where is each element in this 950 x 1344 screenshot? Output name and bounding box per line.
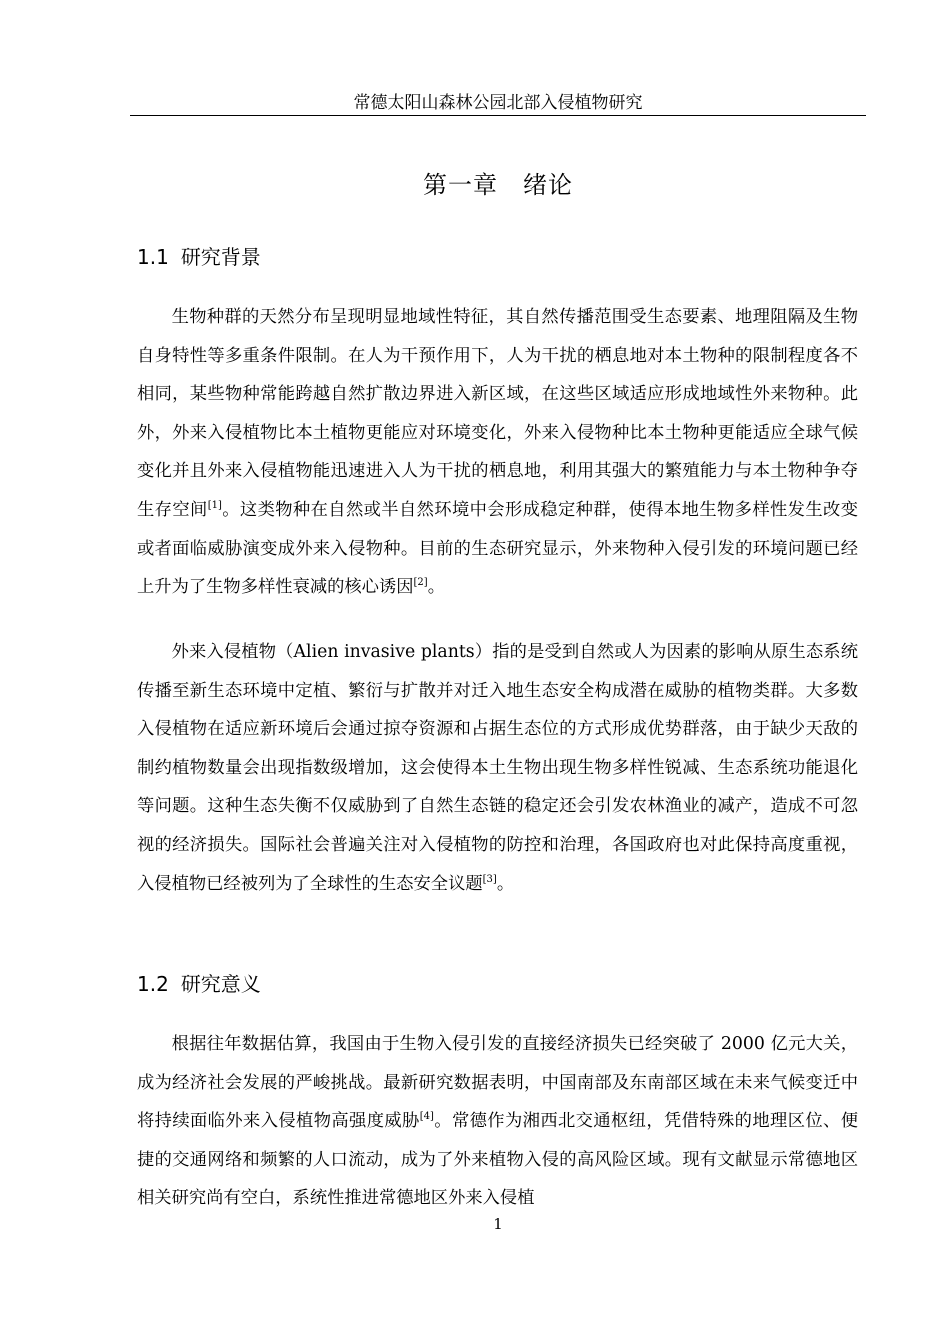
section-title: 研究背景	[180, 245, 261, 269]
paragraph-text: 生物种群的天然分布呈现明显地域性特征，其自然传播范围受生态要素、地理阻隔及生物自身特性等多重条件限制。在人为干预作用下，人为干扰的栖息地对本土物种的限制程度各不相同，某些物种常能跨越自然扩散边界进入新区域，在这些区域适应形成地域性外来物种。此外，外来入侵植物比本土植物更能应对环境变化，外来入侵物种比本土物种更能适应全球气候变化并且外来入侵植物能迅速进入人为干扰的栖息地，利用其强大的繁殖能力与本土物种争夺生存空间	[137, 307, 858, 520]
paragraph-significance	[137, 1025, 858, 1218]
section-number: 1.1	[137, 245, 169, 269]
page-number: 1	[493, 1215, 503, 1233]
citation-ref: [1]	[207, 500, 222, 512]
chapter-title: 第一章 绪论	[423, 171, 573, 199]
running-header: 常德太阳山森林公园北部入侵植物研究	[353, 93, 643, 113]
paragraph-background-2	[137, 633, 858, 903]
section-heading-significance	[137, 970, 261, 998]
section-number: 1.2	[137, 972, 169, 996]
paragraph-text: 。	[427, 577, 445, 598]
section-title: 研究意义	[180, 972, 261, 996]
section-heading-background	[137, 243, 261, 271]
paragraph-text: 。这类物种在自然或半自然环境中会形成稳定种群，使得本地生物多样性发生改变或者面临威胁演变成外来入侵物种。目前的生态研究显示，外来物种入侵引发的环境问题已经上升为了生物多样性衰减的核心诱因	[137, 499, 858, 598]
citation-ref: [2]	[413, 577, 428, 589]
paragraph-text: 外来入侵植物（Alien invasive plants）指的是受到自然或人为因素的影响从原生态系统传播至新生态环境中定植、繁衍与扩散并对迁入地生态安全构成潜在威胁的植物类群。大多数入侵植物在适应新环境后会通过掠夺资源和占据生态位的方式形成优势群落，由于缺少天敌的制约植物数量会出现指数级增加，这会使得本土生物出现生物多样性锐减、生态系统功能退化等问题。这种生态失衡不仅威胁到了自然生态链的稳定还会引发农林渔业的减产，造成不可忽视的经济损失。国际社会普遍关注对入侵植物的防控和治理，各国政府也对此保持高度重视，入侵植物已经被列为了全球性的生态安全议题	[137, 642, 858, 894]
paragraph-text: 根据往年数据估算，我国由于生物入侵引发的直接经济损失已经突破了 2000 亿元大关，成为经济社会发展的严峻挑战。最新研究数据表明，中国南部及东南部区域在未来气候变迁中将持续面临外来入侵植物高强度威胁	[137, 1034, 858, 1132]
paragraph-text: 。	[496, 873, 515, 894]
paragraph-text: 。常德作为湘西北交通枢纽，凭借特殊的地理区位、便捷的交通网络和频繁的人口流动，成为了外来植物入侵的高风险区域。现有文献显示常德地区相关研究尚有空白，系统性推进常德地区外来入侵植	[137, 1111, 858, 1209]
header-rule	[130, 115, 866, 116]
citation-ref: [4]	[419, 1111, 434, 1123]
citation-ref: [3]	[482, 873, 497, 885]
paragraph-background-1	[137, 298, 858, 607]
